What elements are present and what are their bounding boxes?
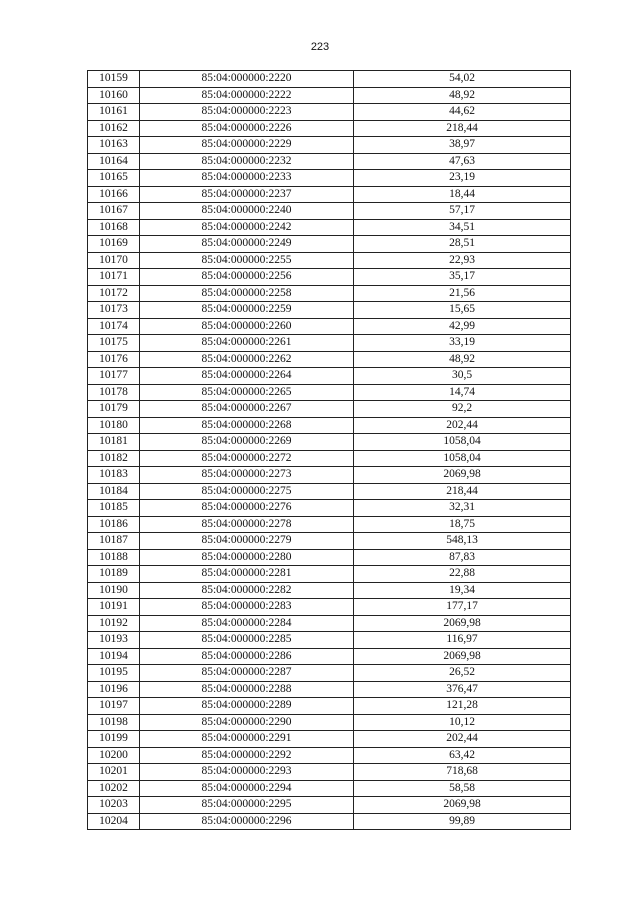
row-number-cell: 10200 — [88, 747, 140, 764]
row-number-cell: 10184 — [88, 483, 140, 500]
table-row — [88, 500, 571, 517]
row-number-cell: 10193 — [88, 632, 140, 649]
table-body — [88, 71, 571, 830]
table-row — [88, 632, 571, 649]
row-number-cell: 10204 — [88, 813, 140, 830]
table-row — [88, 648, 571, 665]
area-value-cell: 2069,98 — [354, 467, 571, 484]
table-row — [88, 368, 571, 385]
cadastral-number-cell: 85:04:000000:2285 — [140, 632, 354, 649]
row-number-cell: 10183 — [88, 467, 140, 484]
cadastral-number-cell: 85:04:000000:2259 — [140, 302, 354, 319]
table-row — [88, 599, 571, 616]
row-number-cell: 10192 — [88, 615, 140, 632]
row-number-cell: 10171 — [88, 269, 140, 286]
cadastral-number-cell: 85:04:000000:2260 — [140, 318, 354, 335]
cadastral-number-cell: 85:04:000000:2273 — [140, 467, 354, 484]
area-value-cell: 218,44 — [354, 120, 571, 137]
area-value-cell: 48,92 — [354, 351, 571, 368]
cadastral-number-cell: 85:04:000000:2226 — [140, 120, 354, 137]
table-row — [88, 87, 571, 104]
row-number-cell: 10159 — [88, 71, 140, 88]
table-row — [88, 186, 571, 203]
row-number-cell: 10195 — [88, 665, 140, 682]
row-number-cell: 10181 — [88, 434, 140, 451]
cadastral-number-cell: 85:04:000000:2294 — [140, 780, 354, 797]
row-number-cell: 10177 — [88, 368, 140, 385]
area-value-cell: 177,17 — [354, 599, 571, 616]
area-value-cell: 2069,98 — [354, 648, 571, 665]
table-row — [88, 780, 571, 797]
area-value-cell: 44,62 — [354, 104, 571, 121]
area-value-cell: 21,56 — [354, 285, 571, 302]
area-value-cell: 42,99 — [354, 318, 571, 335]
cadastral-number-cell: 85:04:000000:2262 — [140, 351, 354, 368]
cadastral-number-cell: 85:04:000000:2286 — [140, 648, 354, 665]
area-value-cell: 35,17 — [354, 269, 571, 286]
cadastral-number-cell: 85:04:000000:2240 — [140, 203, 354, 220]
table-row — [88, 104, 571, 121]
cadastral-number-cell: 85:04:000000:2269 — [140, 434, 354, 451]
area-value-cell: 202,44 — [354, 731, 571, 748]
row-number-cell: 10198 — [88, 714, 140, 731]
area-value-cell: 14,74 — [354, 384, 571, 401]
row-number-cell: 10179 — [88, 401, 140, 418]
area-value-cell: 718,68 — [354, 764, 571, 781]
cadastral-number-cell: 85:04:000000:2223 — [140, 104, 354, 121]
area-value-cell: 23,19 — [354, 170, 571, 187]
area-value-cell: 18,44 — [354, 186, 571, 203]
cadastral-number-cell: 85:04:000000:2267 — [140, 401, 354, 418]
table-row — [88, 582, 571, 599]
cadastral-number-cell: 85:04:000000:2232 — [140, 153, 354, 170]
table-row — [88, 665, 571, 682]
cadastral-number-cell: 85:04:000000:2291 — [140, 731, 354, 748]
table-row — [88, 813, 571, 830]
table-row — [88, 71, 571, 88]
area-value-cell: 18,75 — [354, 516, 571, 533]
cadastral-number-cell: 85:04:000000:2229 — [140, 137, 354, 154]
cadastral-number-cell: 85:04:000000:2292 — [140, 747, 354, 764]
row-number-cell: 10162 — [88, 120, 140, 137]
table-row — [88, 434, 571, 451]
area-value-cell: 99,89 — [354, 813, 571, 830]
table-row — [88, 747, 571, 764]
area-value-cell: 33,19 — [354, 335, 571, 352]
row-number-cell: 10163 — [88, 137, 140, 154]
area-value-cell: 63,42 — [354, 747, 571, 764]
cadastral-number-cell: 85:04:000000:2293 — [140, 764, 354, 781]
cadastral-number-cell: 85:04:000000:2261 — [140, 335, 354, 352]
cadastral-number-cell: 85:04:000000:2265 — [140, 384, 354, 401]
row-number-cell: 10160 — [88, 87, 140, 104]
table-row — [88, 450, 571, 467]
table-row — [88, 417, 571, 434]
area-value-cell: 34,51 — [354, 219, 571, 236]
cadastral-number-cell: 85:04:000000:2272 — [140, 450, 354, 467]
table-row — [88, 351, 571, 368]
row-number-cell: 10176 — [88, 351, 140, 368]
row-number-cell: 10175 — [88, 335, 140, 352]
row-number-cell: 10169 — [88, 236, 140, 253]
cadastral-number-cell: 85:04:000000:2276 — [140, 500, 354, 517]
row-number-cell: 10197 — [88, 698, 140, 715]
cadastral-number-cell: 85:04:000000:2279 — [140, 533, 354, 550]
row-number-cell: 10185 — [88, 500, 140, 517]
area-value-cell: 2069,98 — [354, 615, 571, 632]
page-number: 223 — [310, 41, 330, 53]
table-row — [88, 302, 571, 319]
cadastral-number-cell: 85:04:000000:2284 — [140, 615, 354, 632]
area-value-cell: 26,52 — [354, 665, 571, 682]
row-number-cell: 10170 — [88, 252, 140, 269]
cadastral-number-cell: 85:04:000000:2280 — [140, 549, 354, 566]
area-value-cell: 22,93 — [354, 252, 571, 269]
table-row — [88, 120, 571, 137]
row-number-cell: 10202 — [88, 780, 140, 797]
cadastral-number-cell: 85:04:000000:2256 — [140, 269, 354, 286]
area-value-cell: 58,58 — [354, 780, 571, 797]
row-number-cell: 10165 — [88, 170, 140, 187]
row-number-cell: 10161 — [88, 104, 140, 121]
row-number-cell: 10199 — [88, 731, 140, 748]
table-row — [88, 318, 571, 335]
cadastral-number-cell: 85:04:000000:2289 — [140, 698, 354, 715]
table-row — [88, 516, 571, 533]
cadastral-number-cell: 85:04:000000:2268 — [140, 417, 354, 434]
cadastral-number-cell: 85:04:000000:2296 — [140, 813, 354, 830]
row-number-cell: 10174 — [88, 318, 140, 335]
row-number-cell: 10167 — [88, 203, 140, 220]
area-value-cell: 30,5 — [354, 368, 571, 385]
cadastral-number-cell: 85:04:000000:2282 — [140, 582, 354, 599]
row-number-cell: 10190 — [88, 582, 140, 599]
row-number-cell: 10187 — [88, 533, 140, 550]
area-value-cell: 116,97 — [354, 632, 571, 649]
area-value-cell: 48,92 — [354, 87, 571, 104]
area-value-cell: 548,13 — [354, 533, 571, 550]
table-row — [88, 285, 571, 302]
row-number-cell: 10189 — [88, 566, 140, 583]
row-number-cell: 10173 — [88, 302, 140, 319]
table-row — [88, 615, 571, 632]
cadastral-number-cell: 85:04:000000:2222 — [140, 87, 354, 104]
cadastral-number-cell: 85:04:000000:2275 — [140, 483, 354, 500]
land-parcel-table — [87, 70, 571, 830]
row-number-cell: 10186 — [88, 516, 140, 533]
cadastral-number-cell: 85:04:000000:2264 — [140, 368, 354, 385]
table-row — [88, 219, 571, 236]
row-number-cell: 10178 — [88, 384, 140, 401]
area-value-cell: 22,88 — [354, 566, 571, 583]
area-value-cell: 121,28 — [354, 698, 571, 715]
table-row — [88, 483, 571, 500]
table-row — [88, 549, 571, 566]
table-row — [88, 153, 571, 170]
area-value-cell: 1058,04 — [354, 434, 571, 451]
row-number-cell: 10166 — [88, 186, 140, 203]
area-value-cell: 92,2 — [354, 401, 571, 418]
row-number-cell: 10164 — [88, 153, 140, 170]
table-row — [88, 401, 571, 418]
cadastral-number-cell: 85:04:000000:2288 — [140, 681, 354, 698]
table-row — [88, 252, 571, 269]
table-row — [88, 731, 571, 748]
table-row — [88, 533, 571, 550]
table-row — [88, 203, 571, 220]
area-value-cell: 2069,98 — [354, 797, 571, 814]
table-row — [88, 467, 571, 484]
area-value-cell: 376,47 — [354, 681, 571, 698]
area-value-cell: 19,34 — [354, 582, 571, 599]
area-value-cell: 57,17 — [354, 203, 571, 220]
table-row — [88, 236, 571, 253]
cadastral-number-cell: 85:04:000000:2242 — [140, 219, 354, 236]
table-row — [88, 384, 571, 401]
cadastral-number-cell: 85:04:000000:2295 — [140, 797, 354, 814]
row-number-cell: 10182 — [88, 450, 140, 467]
area-value-cell: 87,83 — [354, 549, 571, 566]
cadastral-number-cell: 85:04:000000:2281 — [140, 566, 354, 583]
cadastral-number-cell: 85:04:000000:2249 — [140, 236, 354, 253]
table-row — [88, 698, 571, 715]
table-row — [88, 137, 571, 154]
table-row — [88, 566, 571, 583]
cadastral-number-cell: 85:04:000000:2258 — [140, 285, 354, 302]
table-row — [88, 714, 571, 731]
cadastral-number-cell: 85:04:000000:2237 — [140, 186, 354, 203]
row-number-cell: 10194 — [88, 648, 140, 665]
table-row — [88, 797, 571, 814]
table-row — [88, 764, 571, 781]
area-value-cell: 54,02 — [354, 71, 571, 88]
cadastral-number-cell: 85:04:000000:2220 — [140, 71, 354, 88]
area-value-cell: 32,31 — [354, 500, 571, 517]
cadastral-number-cell: 85:04:000000:2290 — [140, 714, 354, 731]
cadastral-number-cell: 85:04:000000:2255 — [140, 252, 354, 269]
area-value-cell: 1058,04 — [354, 450, 571, 467]
row-number-cell: 10201 — [88, 764, 140, 781]
area-value-cell: 15,65 — [354, 302, 571, 319]
row-number-cell: 10196 — [88, 681, 140, 698]
row-number-cell: 10188 — [88, 549, 140, 566]
cadastral-number-cell: 85:04:000000:2283 — [140, 599, 354, 616]
area-value-cell: 38,97 — [354, 137, 571, 154]
cadastral-number-cell: 85:04:000000:2287 — [140, 665, 354, 682]
table-row — [88, 170, 571, 187]
row-number-cell: 10168 — [88, 219, 140, 236]
row-number-cell: 10180 — [88, 417, 140, 434]
area-value-cell: 218,44 — [354, 483, 571, 500]
cadastral-number-cell: 85:04:000000:2278 — [140, 516, 354, 533]
row-number-cell: 10203 — [88, 797, 140, 814]
table-row — [88, 269, 571, 286]
table-row — [88, 681, 571, 698]
area-value-cell: 28,51 — [354, 236, 571, 253]
row-number-cell: 10172 — [88, 285, 140, 302]
row-number-cell: 10191 — [88, 599, 140, 616]
area-value-cell: 202,44 — [354, 417, 571, 434]
area-value-cell: 47,63 — [354, 153, 571, 170]
cadastral-number-cell: 85:04:000000:2233 — [140, 170, 354, 187]
table-row — [88, 335, 571, 352]
area-value-cell: 10,12 — [354, 714, 571, 731]
